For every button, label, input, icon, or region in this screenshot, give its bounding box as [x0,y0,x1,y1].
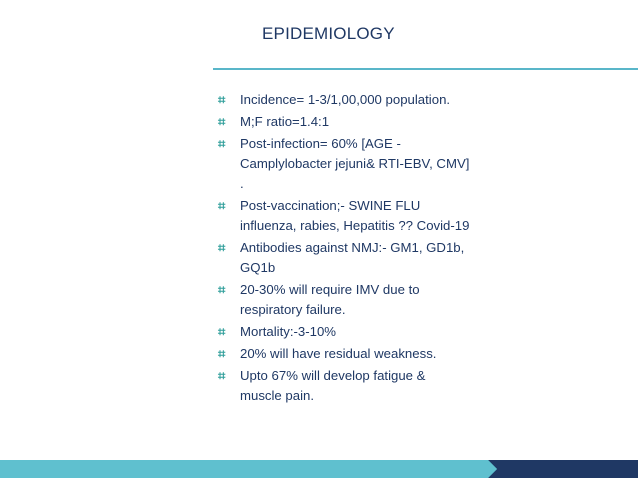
bullet-text: Antibodies against NMJ:- GM1, GD1b, GQ1b [240,240,465,275]
list-item [218,112,518,132]
list-item [218,134,518,194]
hash-bullet-icon: ⌗ [218,198,226,213]
bullet-text: Upto 67% will develop fatigue & muscle pain. [240,368,426,403]
bullet-text: Post-infection= 60% [AGE - Camplylobacter jejuni& RTI-EBV, CMV] . [240,136,470,191]
bullet-list [218,90,518,408]
bullet-text: 20-30% will require IMV due to respiratory failure. [240,282,420,317]
list-item [218,280,518,320]
footer-chevron-decoration [488,460,638,478]
list-item [218,90,518,110]
hash-bullet-icon: ⌗ [218,368,226,383]
hash-bullet-icon: ⌗ [218,240,226,255]
hash-bullet-icon: ⌗ [218,324,226,339]
bullet-text: 20% will have residual weakness. [240,346,437,361]
hash-bullet-icon: ⌗ [218,282,226,297]
hash-bullet-icon: ⌗ [218,92,226,107]
list-item [218,366,518,406]
bullet-text: Mortality:-3-10% [240,324,337,339]
list-item [218,238,518,278]
bullet-text: Incidence= 1-3/1,00,000 population. [240,92,451,107]
hash-bullet-icon: ⌗ [218,136,226,151]
slide-title: EPIDEMIOLOGY [262,24,395,43]
list-item [218,322,518,342]
hash-bullet-icon: ⌗ [218,114,226,129]
hash-bullet-icon: ⌗ [218,346,226,361]
bullet-text: M;F ratio=1.4:1 [240,114,330,129]
bullet-text: Post-vaccination;- SWINE FLU influenza, rabies, Hepatitis ?? Covid-19 [240,198,470,233]
list-item [218,196,518,236]
title-divider [213,68,638,70]
list-item [218,344,518,364]
